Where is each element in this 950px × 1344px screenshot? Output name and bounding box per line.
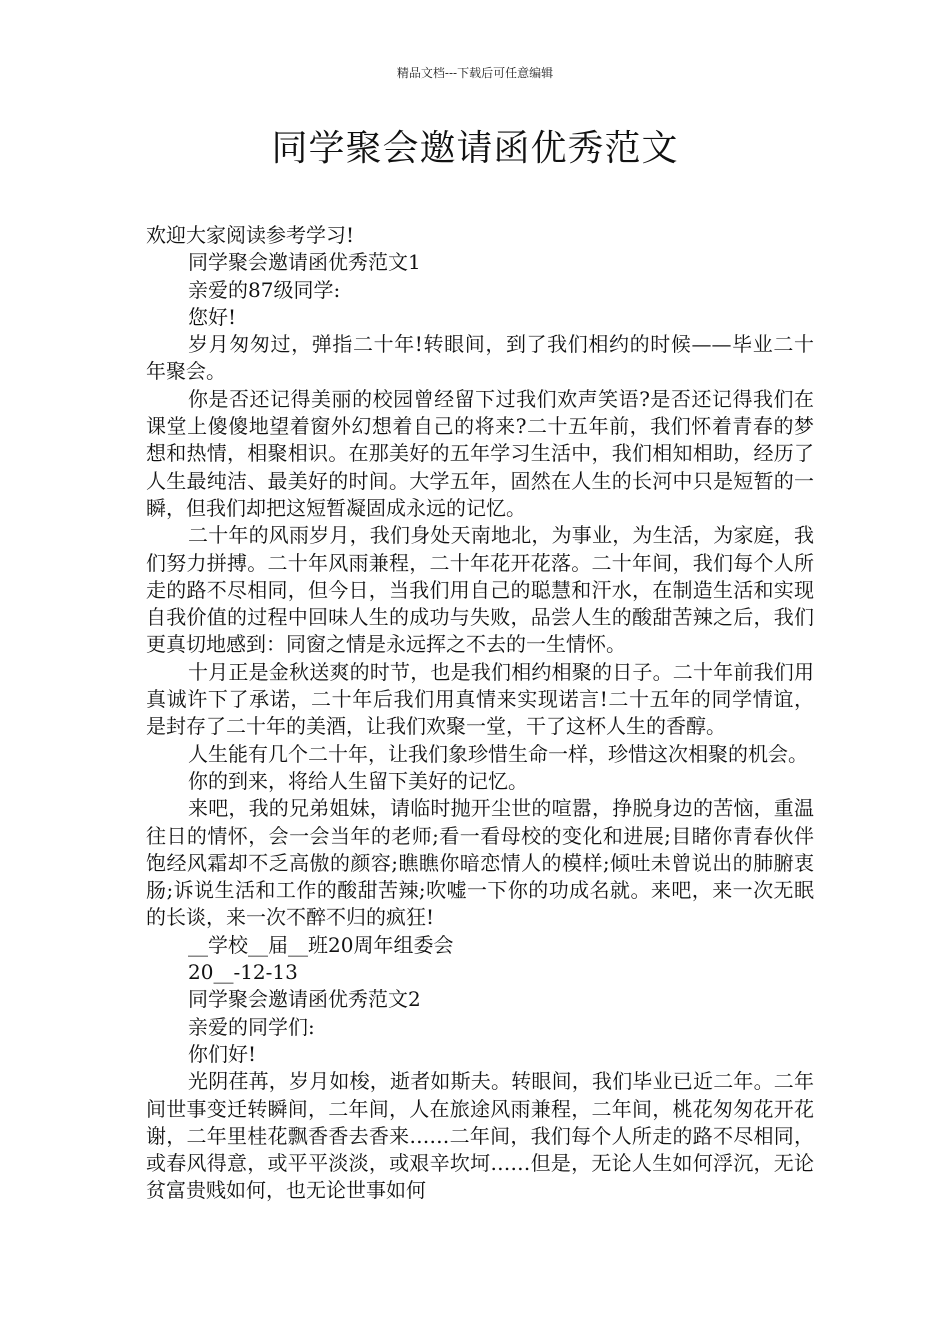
letter1-heading: 同学聚会邀请函优秀范文1 [188,250,421,275]
letter1-paragraph: 来吧，我的兄弟姐妹，请临时抛开尘世的喧嚣，挣脱身边的苦恼，重温往日的情怀，会一会当年的老师;看一看母校的变化和进展;目睹你青春伙伴饱经风霜却不乏高傲的颜容;瞧瞧你暗恋情人的模样;倾吐未曾说出的肺腑衷肠;诉说生活和工作的酸甜苦辣;吹嘘一下你的功成名就。来吧，来一次无眠的长谈，来一次不醉不归的疯狂! [146,796,814,930]
letter2-salutation: 亲爱的同学们: [188,1014,315,1039]
letter2-heading: 同学聚会邀请函优秀范文2 [188,987,421,1012]
document-body [146,222,814,1205]
letter1-paragraph: 二十年的风雨岁月，我们身处天南地北，为事业，为生活，为家庭，我们努力拼搏。二十年风雨兼程，二十年花开花落。二十年间，我们每个人所走的路不尽相同，但今日，当我们用自己的聪慧和汗水，在制造生活和实现自我价值的过程中回味人生的成功与失败，品尝人生的酸甜苦辣之后，我们更真切地感到：同窗之情是永远挥之不去的一生情怀。 [146,523,814,657]
letter1-paragraph: 你的到来，将给人生留下美好的记忆。 [188,768,528,793]
letter1-signature: __学校__届__班20周年组委会 [188,932,454,957]
intro-line: 欢迎大家阅读参考学习! [146,223,355,247]
document-title: 同学聚会邀请函优秀范文 [271,128,679,169]
letter1-salutation: 亲爱的87级同学: [188,277,341,302]
letter1-greeting: 您好! [188,304,237,329]
letter2-greeting: 你们好! [188,1041,257,1066]
letter1-paragraph: 十月正是金秋送爽的时节，也是我们相约相聚的日子。二十年前我们用真诚许下了承诺，二十年后我们用真情来实现诺言!二十五年的同学情谊，是封存了二十年的美酒，让我们欢聚一堂，干了这杯人生的香醇。 [146,659,814,739]
letter2-paragraph: 光阴荏苒，岁月如梭，逝者如斯夫。转眼间，我们毕业已近二年。二年间世事变迁转瞬间，二年间，人在旅途风雨兼程，二年间，桃花匆匆花开花谢，二年里桂花飘香香去香来……二年间，我们每个人所走的路不尽相同，或春风得意，或平平淡淡，或艰辛坎坷……但是，无论人生如何浮沉，无论贫富贵贱如何，也无论世事如何 [146,1069,814,1203]
letter1-paragraph: 你是否还记得美丽的校园曾经留下过我们欢声笑语?是否还记得我们在课堂上傻傻地望着窗外幻想着自己的将来?二十五年前，我们怀着青春的梦想和热情，相聚相识。在那美好的五年学习生活中，我们相知相助，经历了人生最纯洁、最美好的时间。大学五年，固然在人生的长河中只是短暂的一瞬，但我们却把这短暂凝固成永远的记忆。 [146,386,814,520]
letter1-paragraph: 人生能有几个二十年，让我们象珍惜生命一样，珍惜这次相聚的机会。 [188,741,808,766]
letter1-paragraph: 岁月匆匆过，弹指二十年!转眼间，到了我们相约的时候——毕业二十年聚会。 [146,332,814,384]
letter1-date: 20__-12-13 [188,960,298,985]
page-header-note: 精品文档---下载后可任意编辑 [396,66,554,80]
